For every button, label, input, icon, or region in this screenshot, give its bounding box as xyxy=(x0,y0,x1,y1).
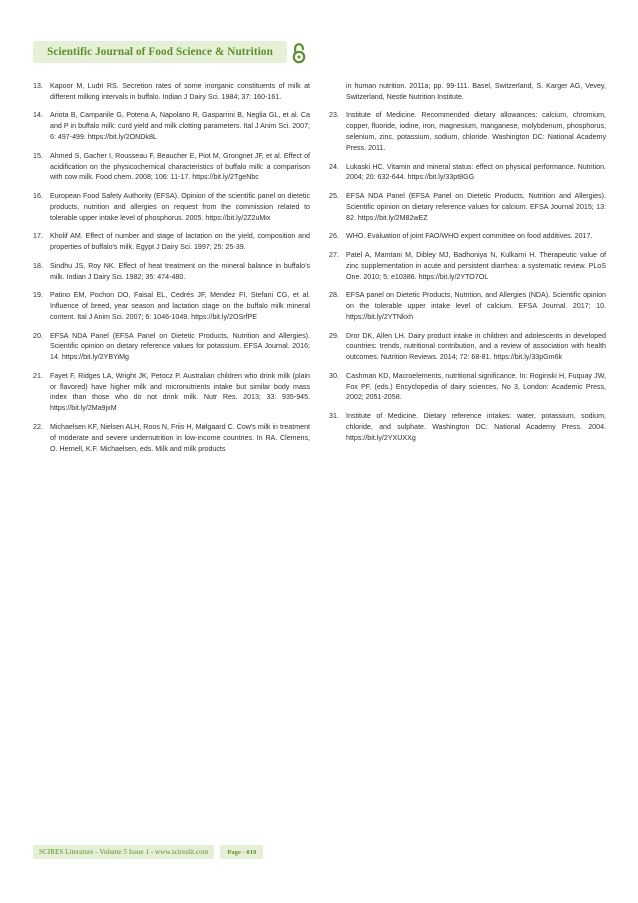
reference-item xyxy=(329,371,606,403)
reference-item xyxy=(33,422,310,454)
reference-text: Patino EM, Pochon DO, Faisal EL, Cedrés JF, Mendez FI, Stefani CG, et al. Influence of breed, year season and lactation stage on the buffalo milk mineral content. Ital J Anim Sci. 2007; 6: 1046-1049. https://bit.ly/2OSrfPE xyxy=(50,291,310,321)
reference-item xyxy=(33,151,310,183)
reference-text: Michaelsen KF, Nielsen ALH, Roos N, Friis H, Mølgaard C. Cow's milk in treatment of moderate and severe undernutrition in low-income countries. In RA. Clemens, O. Hernell, K.F. Michaelsen, eds. Milk and milk products xyxy=(50,422,310,453)
reference-item xyxy=(329,162,606,184)
reference-number: 31. xyxy=(329,412,339,421)
page-number: Page - 019 xyxy=(220,845,263,859)
references-column-right xyxy=(329,81,606,451)
journal-title: Scientific Journal of Food Science & Nutrition xyxy=(47,46,273,58)
reference-number: 30. xyxy=(329,371,339,380)
reference-number: 13. xyxy=(33,82,43,90)
reference-number: 19. xyxy=(33,291,43,300)
reference-item xyxy=(329,331,606,363)
reference-number: 26. xyxy=(329,232,339,241)
reference-item xyxy=(33,331,310,363)
reference-number: 22. xyxy=(33,422,43,431)
reference-continuation: in human nutrition. 2011a; pp. 99-111. Basel, Switzerland, S. Karger AG, Vevey, Switzerland, Nestle Nutrition Institute. xyxy=(346,82,606,101)
reference-item xyxy=(329,110,606,153)
reference-number: 24. xyxy=(329,162,339,171)
reference-item xyxy=(33,231,310,253)
reference-text: Fayet F, Ridges LA, Wright JK, Petocz P. Australian children who drink milk (plain or flavored) have higher milk and micronutrients intake but similar body mass index than those who do not drink milk. Nutr Res. 2013; 33: 935-945. https://bit.ly/2Ma9jxM xyxy=(50,371,310,413)
reference-text: Patel A, Mamtani M, Dibley MJ, Badhoniya N, Kulkarni H. Therapeutic value of zinc supplementation in acute and persistent diarrhea: a systematic review. PLoS One. 2010; 5: e10386. https://bit.ly/2YTO7OL xyxy=(346,251,606,281)
reference-text: EFSA NDA Panel (EFSA Panel on Dietetic Products, Nutrition and Allergies). Scientific opinion on dietary reference values for potassium. EFSA Journal. 2016; 14. https://bit.ly/2YBYiMg xyxy=(50,331,310,362)
reference-item xyxy=(329,191,606,223)
journal-header-banner xyxy=(33,41,287,63)
reference-number: 20. xyxy=(33,331,43,340)
reference-item xyxy=(33,110,310,142)
reference-item xyxy=(33,261,310,283)
reference-text: European Food Safety Authority (EFSA). Opinion of the scientific panel on dietetic products, nutrition and allergies on request from the commission related to tolerable upper intake level of phosphorus. 2005. https://bit.ly/2Z2uMix xyxy=(50,192,310,222)
reference-text: Lukaski HC. Vitamin and mineral status: effect on physical performance. Nutrition. 2004; 20: 632-644. https://bit.ly/33pt8GG xyxy=(346,162,606,182)
reference-number: 16. xyxy=(33,192,43,201)
reference-text: WHO. Evaluation of joint FAO/WHO expert committee on food additives. 2017. xyxy=(346,232,593,241)
reference-text: Sindhu JS, Roy NK. Effect of heat treatment on the mineral balance in buffalo's milk. Indian J Dairy Sci. 1982; 35: 474-480. xyxy=(50,261,310,281)
reference-text: Dror DK, Allen LH. Dairy product intake in children and adolescents in developed countries: trends, nutritional contribution, and a review of association with health outcomes. Nutrition Reviews. 2014; 72: 68-81. https://bit.ly/33pGm6k xyxy=(346,331,606,362)
reference-item xyxy=(329,290,606,322)
reference-item xyxy=(33,191,310,223)
open-access-icon xyxy=(292,42,306,64)
reference-text: Cashman KD, Macroelements, nutritional significance. In: Roginski H, Fuquay JW, Fox PF. (eds.) Encyclopedia of dairy sciences, No 3, London: Academic Press, 2002; 2051-2058. xyxy=(346,371,606,402)
reference-text: Kholif AM. Effect of number and stage of lactation on the yield, composition and properties of buffalo's milk. Egypt J Dairy Sci. 1997; 25: 25-39. xyxy=(50,232,310,252)
reference-item xyxy=(33,371,310,414)
reference-number: 18. xyxy=(33,261,43,270)
footer-journal-info: SCIRES Literature - Volume 5 Issue 1 - www.scireslit.com xyxy=(33,845,214,859)
reference-number: 28. xyxy=(329,291,339,300)
reference-text: Ahmed S, Gacher I, Rousseau F, Beaucher E, Piot M, Grongnet JF, et al. Effect of acidification on the physicochemical characteristics of buffalo milk: a comparison with cow milk. Food chem. 2008; 106: 11-17. https://bit.ly/2TgeNbc xyxy=(50,151,310,182)
footer xyxy=(33,845,263,859)
reference-text: Ariota B, Campanile G, Potena A, Napolano R, Gasparrini B, Neglia GL, et al. Ca and P in buffalo milk: curd yield and milk clotting parameters. Ital J Anim Sci. 2007; 6: 497-499. https://bit.ly/2ONDk8L xyxy=(50,111,310,142)
reference-text: Kapoor M, Ludri RS. Secretion rates of some inorganic constituents of milk at different milking intervals in buffalo. Indian J Dairy Sci. 1984; 37: 160-161. xyxy=(50,82,310,101)
reference-number: 23. xyxy=(329,111,339,120)
reference-text: Institute of Medicine. Recommended dietary allowances: calcium, chromium, copper, fluoride, iodine, iron, magnesium, manganese, molybdenum, phosphorus, selenium, zinc, potassium, sodium, chloride. Washington DC: National Academy Press. 2011. xyxy=(346,111,606,152)
reference-number: 14. xyxy=(33,111,43,120)
reference-number: 17. xyxy=(33,232,43,241)
reference-number: 27. xyxy=(329,251,339,260)
reference-number: 29. xyxy=(329,331,339,340)
references-column-left xyxy=(33,81,310,462)
reference-number: 25. xyxy=(329,192,339,201)
reference-text: Institute of Medicine. Dietary reference intakes: water, potassium, sodium, chloride, and sulphate. Washington DC: National Academy Press. 2004. https://bit.ly/2YXUXXg xyxy=(346,412,606,442)
reference-item xyxy=(33,81,310,103)
reference-number: 15. xyxy=(33,151,43,160)
reference-item xyxy=(329,231,606,242)
reference-item xyxy=(329,250,606,282)
reference-number: 21. xyxy=(33,371,43,380)
reference-text: EFSA panel on Dietetic Products, Nutrition, and Allergies (NDA). Scientific opinion on the tolerable upper intake level of calcium. EFSA Journal. 2017; 10. https://bit.ly/2YTNkxh xyxy=(346,291,606,321)
reference-item xyxy=(33,290,310,322)
reference-item xyxy=(329,411,606,443)
reference-text: EFSA NDA Panel (EFSA Panel on Dietetic Products, Nutrition and Allergies). Scientific opinion on dietary reference values for calcium. EFSA Journal 2015; 13: 82. https://bit.ly/2M82wEZ xyxy=(346,192,606,222)
